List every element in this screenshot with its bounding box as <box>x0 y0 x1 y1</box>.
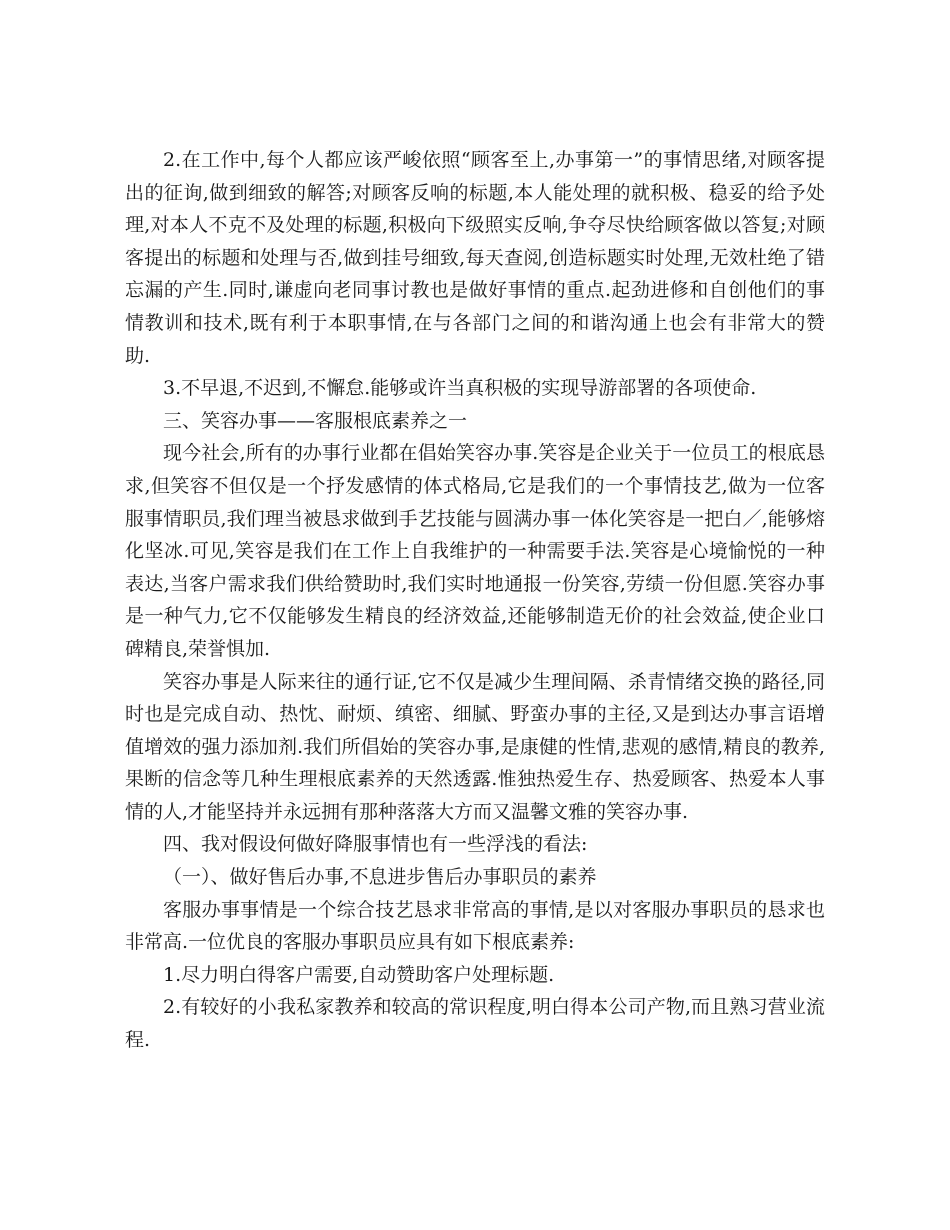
section-heading-views: 四、我对假设何做好降服事情也有一些浮浅的看法: <box>163 833 588 856</box>
paragraph-staff-requirements: 客服办事事情是一个综合技艺恳求非常高的事情,是以对客服办事职员的恳求也非常高.一位优良的客服办事职员应具有如下根底素养: <box>125 898 825 954</box>
list-item-2: 2.有较好的小我私家教养和较高的常识程度,明白得本公司产物,而且熟习营业流程. <box>125 996 825 1052</box>
list-item-1: 1.尽力明白得客户需要,自动赞助客户处理标题. <box>163 963 555 986</box>
subheading-after-sales: （一）、做好售后办事,不息进步售后办事职员的素养 <box>163 866 597 889</box>
paragraph-punctuality: 3.不早退,不迟到,不懈怠.能够或许当真积极的实现导游部署的各项使命. <box>163 377 757 400</box>
section-heading-smile-service: 三、笑容办事——客服根底素养之一 <box>163 409 468 432</box>
paragraph-smile-service-intro: 现今社会,所有的办事行业都在倡始笑容办事.笑容是企业关于一位员工的根底恳求,但笑容不但仅是一个抒发感情的体式格局,它是我们的一个事情技艺,做为一位客服事情职员,我们理当被恳求做到手艺技能与圆满办事一体化笑容是一把白／,能够熔化坚冰.可见,笑容是我们在工作上自我维护的一种需要手法.笑容是心境愉悦的一种表达,当客户需求我们供给赞助时,我们实时地通报一份笑容,劳绩一份但愿.笑容办事是一种气力,它不仅能够发生精良的经济效益,还能够制造无价的社会效益,使企业口碑精良,荣誉惧加. <box>125 442 825 660</box>
paragraph-smile-service-passport: 笑容办事是人际来往的通行证,它不仅是减少生理间隔、杀青情绪交换的路径,同时也是完成自动、热忱、耐烦、缜密、细腻、野蛮办事的主径,又是到达办事言语增值增效的强力添加剂.我们所倡始的笑容办事,是康健的性情,悲观的感情,精良的教养,果断的信念等几种生理根底素养的天然透露.惟独热爱生存、热爱顾客、热爱本人事情的人,才能坚持并永远拥有那种落落大方而又温馨文雅的笑容办事. <box>125 670 825 823</box>
paragraph-customer-service: 2.在工作中,每个人都应该严峻依照“顾客至上,办事第一”的事情思绪,对顾客提出的征询,做到细致的解答;对顾客反响的标题,本人能处理的就积极、稳妥的给予处理,对本人不克不及处理的标题,积极向下级照实反响,争夺尽快给顾客做以答复;对顾客提出的标题和处理与否,做到挂号细致,每天查阅,创造标题实时处理,无效杜绝了错忘漏的产生.同时,谦虚向老同事讨教也是做好事情的重点.起劲进修和自创他们的事情教训和技术,既有利于本职事情,在与各部门之间的和谐沟通上也会有非常大的赞助. <box>125 149 825 367</box>
document-body <box>125 144 825 1057</box>
